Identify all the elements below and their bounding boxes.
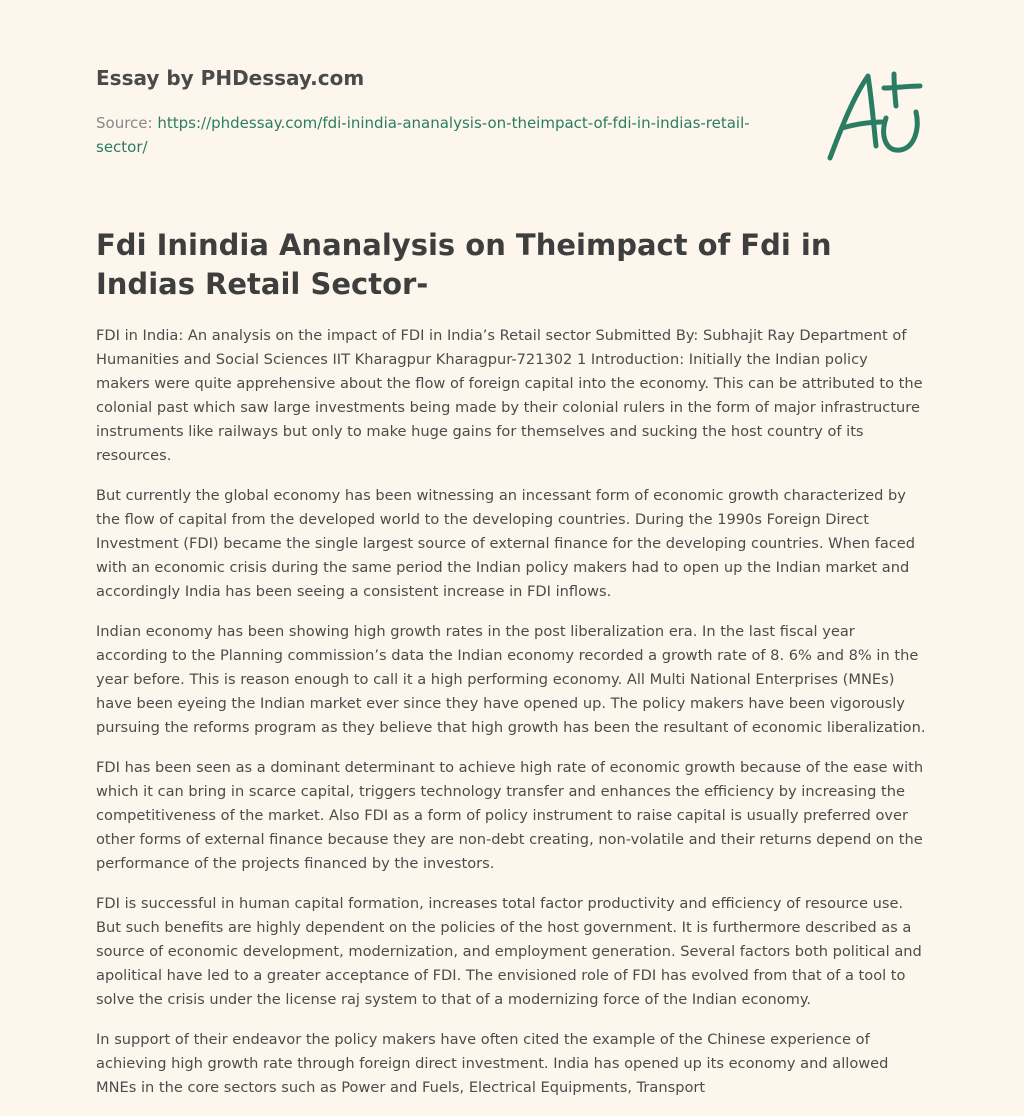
paragraph: FDI in India: An analysis on the impact of FDI in India’s Retail sector Submitted By: Subhajit Ray Department of Humanities and Social Sciences IIT Kharagpur Kharagpur-721302 1 Introduction: Initially the Indian policy makers were quite apprehensive about the flow of foreign capital into the economy. This can be attributed to the colonial past which saw large investments being made by their colonial rulers in the form of major infrastructure instruments like railways but only to make huge gains for themselves and sucking the host country of its resources. (96, 327, 923, 464)
site-title: Essay by PHDessay.com (96, 66, 365, 90)
document-title: Fdi Inindia Ananalysis on Theimpact of Fdi in Indias Retail Sector- (96, 228, 832, 301)
source-label: Source: (96, 114, 153, 132)
paragraph: Indian economy has been showing high growth rates in the post liberalization era. In the last fiscal year according to the Planning commission’s data the Indian economy recorded a growth rate of 8. 6% and 8% in the year before. This is reason enough to call it a high performing economy. All Multi National Enterprises (MNEs) have been eyeing the Indian market ever since they have opened up. The policy makers have been vigorously pursuing the reforms program as they believe that high growth has been the resultant of economic liberalization. (96, 623, 926, 736)
source-line (96, 111, 776, 159)
paragraph: FDI has been seen as a dominant determinant to achieve high rate of economic growth because of the ease with which it can bring in scarce capital, triggers technology transfer and enhances the efficiency by increasing the competitiveness of the market. Also FDI as a form of policy instrument to raise capital is usually preferred over other forms of external finance because they are non-debt creating, non-volatile and their returns depend on the performance of the projects financed by the investors. (96, 759, 924, 872)
source-link[interactable]: https://phdessay.com/fdi-inindia-ananalysis-on-theimpact-of-fdi-in-indias-retail-sector/ (96, 114, 750, 156)
document-body (96, 324, 926, 1116)
paragraph: But currently the global economy has been witnessing an incessant form of economic growth characterized by the flow of capital from the developed world to the developing countries. During the 1990s Foreign Direct Investment (FDI) became the single largest source of external finance for the developing countries. When faced with an economic crisis during the same period the Indian policy makers had to open up the Indian market and accordingly India has been seeing a consistent increase in FDI inflows. (96, 487, 916, 600)
paragraph: FDI is successful in human capital formation, increases total factor productivity and efficiency of resource use. But such benefits are highly dependent on the policies of the host government. It is furthermore described as a source of economic development, modernization, and employment generation. Several factors both political and apolitical have led to a greater acceptance of FDI. The envisioned role of FDI has evolved from that of a tool to solve the crisis under the license raj system to that of a modernizing force of the Indian economy. (96, 895, 922, 1008)
a-plus-grade-icon (824, 66, 928, 166)
paragraph: In support of their endeavor the policy makers have often cited the example of the Chinese experience of achieving high growth rate through foreign direct investment. India has opened up its economy and allowed MNEs in the core sectors such as Power and Fuels, Electrical Equipments, Transport (96, 1031, 889, 1096)
